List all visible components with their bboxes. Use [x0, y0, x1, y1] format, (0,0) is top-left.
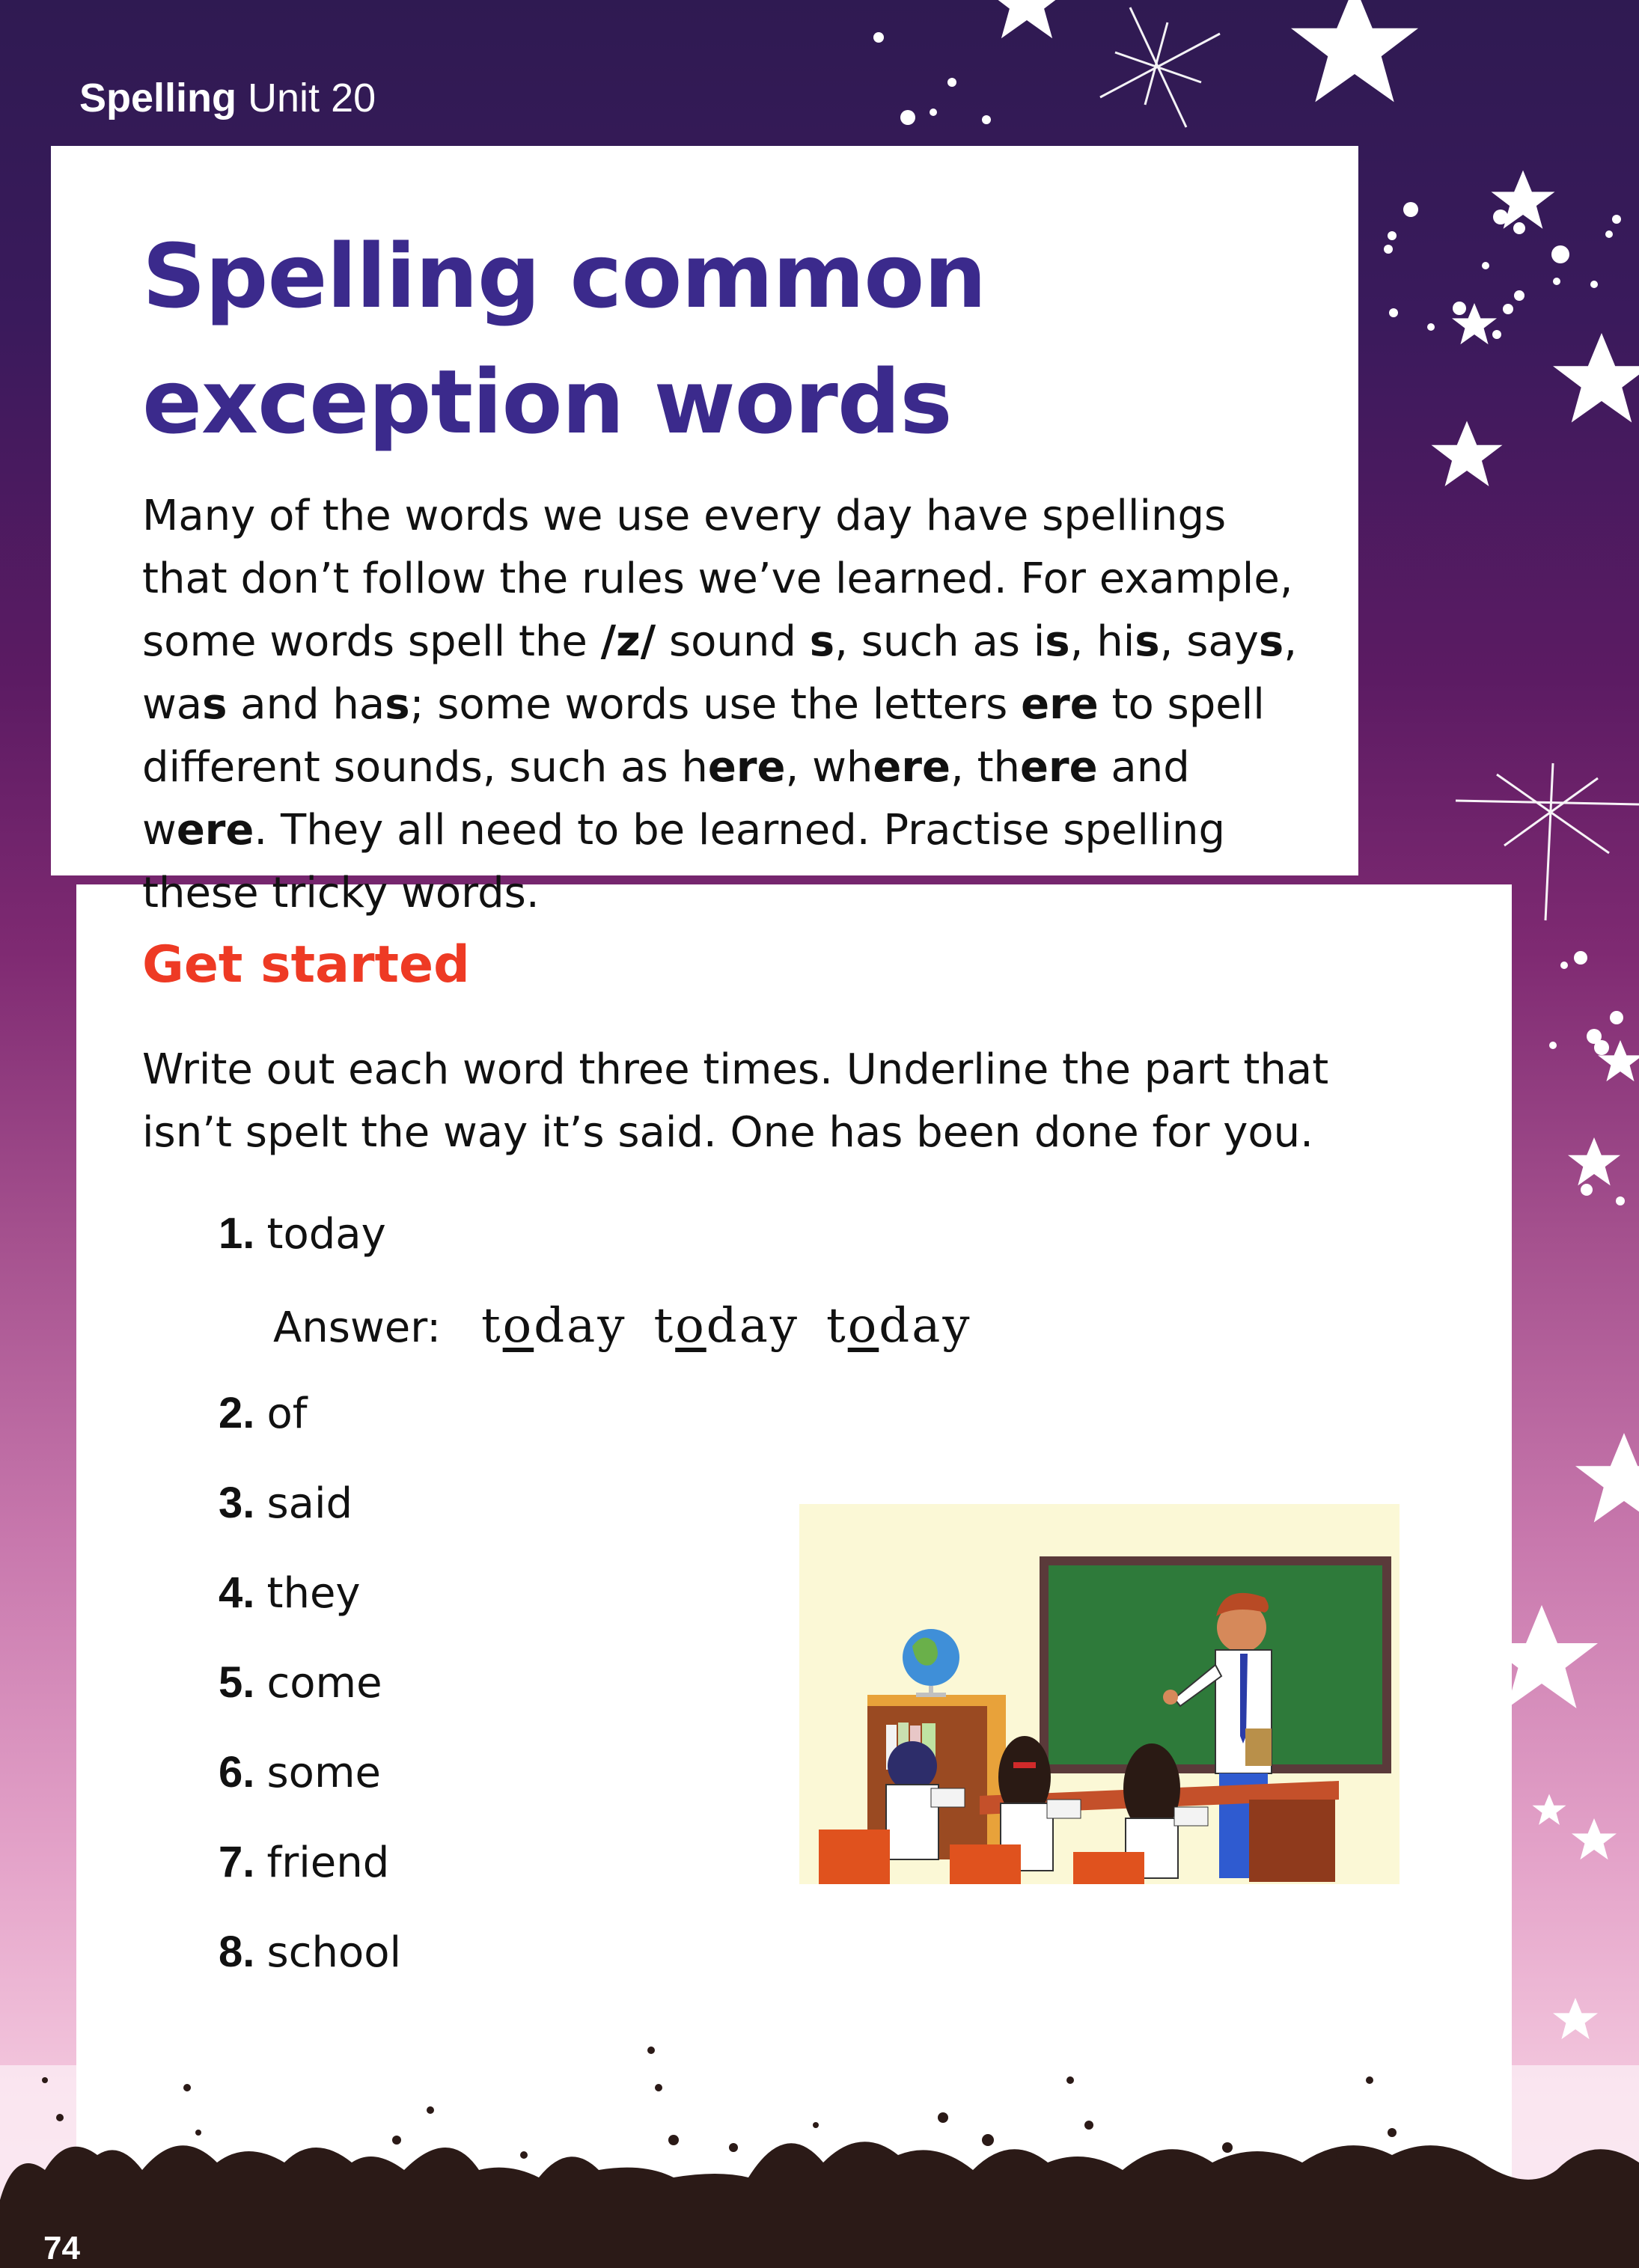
subject-label: Spelling: [79, 76, 237, 120]
intro-text: , hi: [1069, 617, 1135, 666]
item-number: 4.: [219, 1568, 267, 1617]
intro-text: , th: [950, 743, 1021, 792]
star-icon: [1452, 303, 1497, 344]
highlighted-spelling: s: [1045, 617, 1070, 666]
item-word: said: [266, 1479, 353, 1528]
word-item: [219, 1657, 382, 1708]
intro-text: , wh: [785, 743, 873, 792]
intro-text: , say: [1159, 617, 1259, 666]
star-icon: [986, 0, 1068, 38]
answer-label: Answer:: [273, 1303, 442, 1352]
star-icon: [1568, 1137, 1620, 1185]
item-number: 3.: [219, 1479, 267, 1527]
sparkle-icon: [1100, 7, 1220, 127]
word-item: [219, 1747, 381, 1797]
word-item: [219, 1208, 386, 1259]
word-item: [219, 1927, 401, 1977]
star-icon: [1291, 0, 1418, 102]
item-number: 7.: [219, 1838, 267, 1886]
word-item: [219, 1568, 361, 1618]
intro-text: to spell different sounds, such as h: [142, 680, 1265, 792]
star-icon: [1575, 1433, 1639, 1523]
handwritten-answer-word: today: [653, 1298, 800, 1354]
word-item: [219, 1388, 307, 1438]
underlined-part: o: [847, 1298, 879, 1354]
item-number: 2.: [219, 1389, 267, 1437]
footer-silhouette: [0, 2020, 1639, 2268]
item-number: 5.: [219, 1658, 267, 1707]
item-word: some: [266, 1749, 381, 1797]
chair: [1073, 1852, 1144, 1884]
unit-header: [79, 75, 376, 121]
example-answer: [273, 1298, 972, 1354]
get-started-heading: Get started: [142, 935, 470, 994]
highlighted-spelling: s: [385, 680, 410, 729]
instructions-text: Write out each word three times. Underline the part that isn’t spelt the way it’s said. One has been done for you.: [142, 1045, 1329, 1157]
chair: [819, 1830, 890, 1884]
highlighted-spelling: ere: [176, 806, 254, 855]
intro-text: and ha: [227, 680, 385, 729]
handwritten-answer-word: today: [480, 1298, 627, 1354]
highlighted-spelling: s: [1258, 617, 1284, 666]
underlined-part: o: [675, 1298, 706, 1354]
star-icon: [1553, 333, 1639, 423]
star-icon: [1533, 1794, 1566, 1825]
page-number: 74: [43, 2230, 80, 2267]
star-icon: [1598, 1040, 1639, 1081]
item-word: they: [266, 1569, 361, 1618]
highlighted-spelling: ere: [1020, 743, 1098, 792]
item-word: of: [266, 1390, 308, 1438]
word-item: [219, 1837, 389, 1887]
highlighted-spelling: /z/: [600, 617, 656, 666]
word-item: [219, 1478, 352, 1528]
intro-text: Many of the words we use every day have spellings that don’t follow the rules we’ve learned. For example, some words spell the: [142, 492, 1293, 666]
page-title: Spelling common exception words: [142, 224, 986, 453]
star-icon: [1572, 1818, 1617, 1859]
intro-text: . They all need to be learned. Practise spelling these tricky words.: [142, 806, 1226, 917]
highlighted-spelling: s: [809, 617, 835, 666]
item-word: friend: [266, 1838, 390, 1887]
star-icon: [1492, 171, 1555, 229]
item-word: today: [266, 1210, 386, 1259]
item-number: 6.: [219, 1748, 267, 1797]
chair: [950, 1844, 1021, 1884]
intro-paragraph: [142, 485, 1310, 925]
intro-text: sound: [656, 617, 810, 666]
intro-text: , wa: [142, 617, 1298, 729]
item-word: come: [266, 1659, 382, 1708]
intro-text: and w: [142, 743, 1190, 855]
highlighted-spelling: s: [1135, 617, 1160, 666]
intro-text: , such as i: [834, 617, 1046, 666]
item-number: 8.: [219, 1928, 267, 1976]
intro-text: ; some words use the letters: [409, 680, 1022, 729]
star-icon: [1432, 421, 1503, 486]
handwritten-answer-word: today: [826, 1298, 972, 1354]
item-number: 1.: [219, 1209, 267, 1258]
highlighted-spelling: ere: [1021, 680, 1099, 729]
highlighted-spelling: s: [202, 680, 228, 729]
unit-label: Unit 20: [248, 76, 376, 120]
classroom-illustration: [799, 1504, 1400, 1884]
highlighted-spelling: ere: [707, 743, 786, 792]
highlighted-spelling: ere: [873, 743, 950, 792]
item-word: school: [266, 1928, 402, 1977]
underlined-part: o: [502, 1298, 534, 1354]
